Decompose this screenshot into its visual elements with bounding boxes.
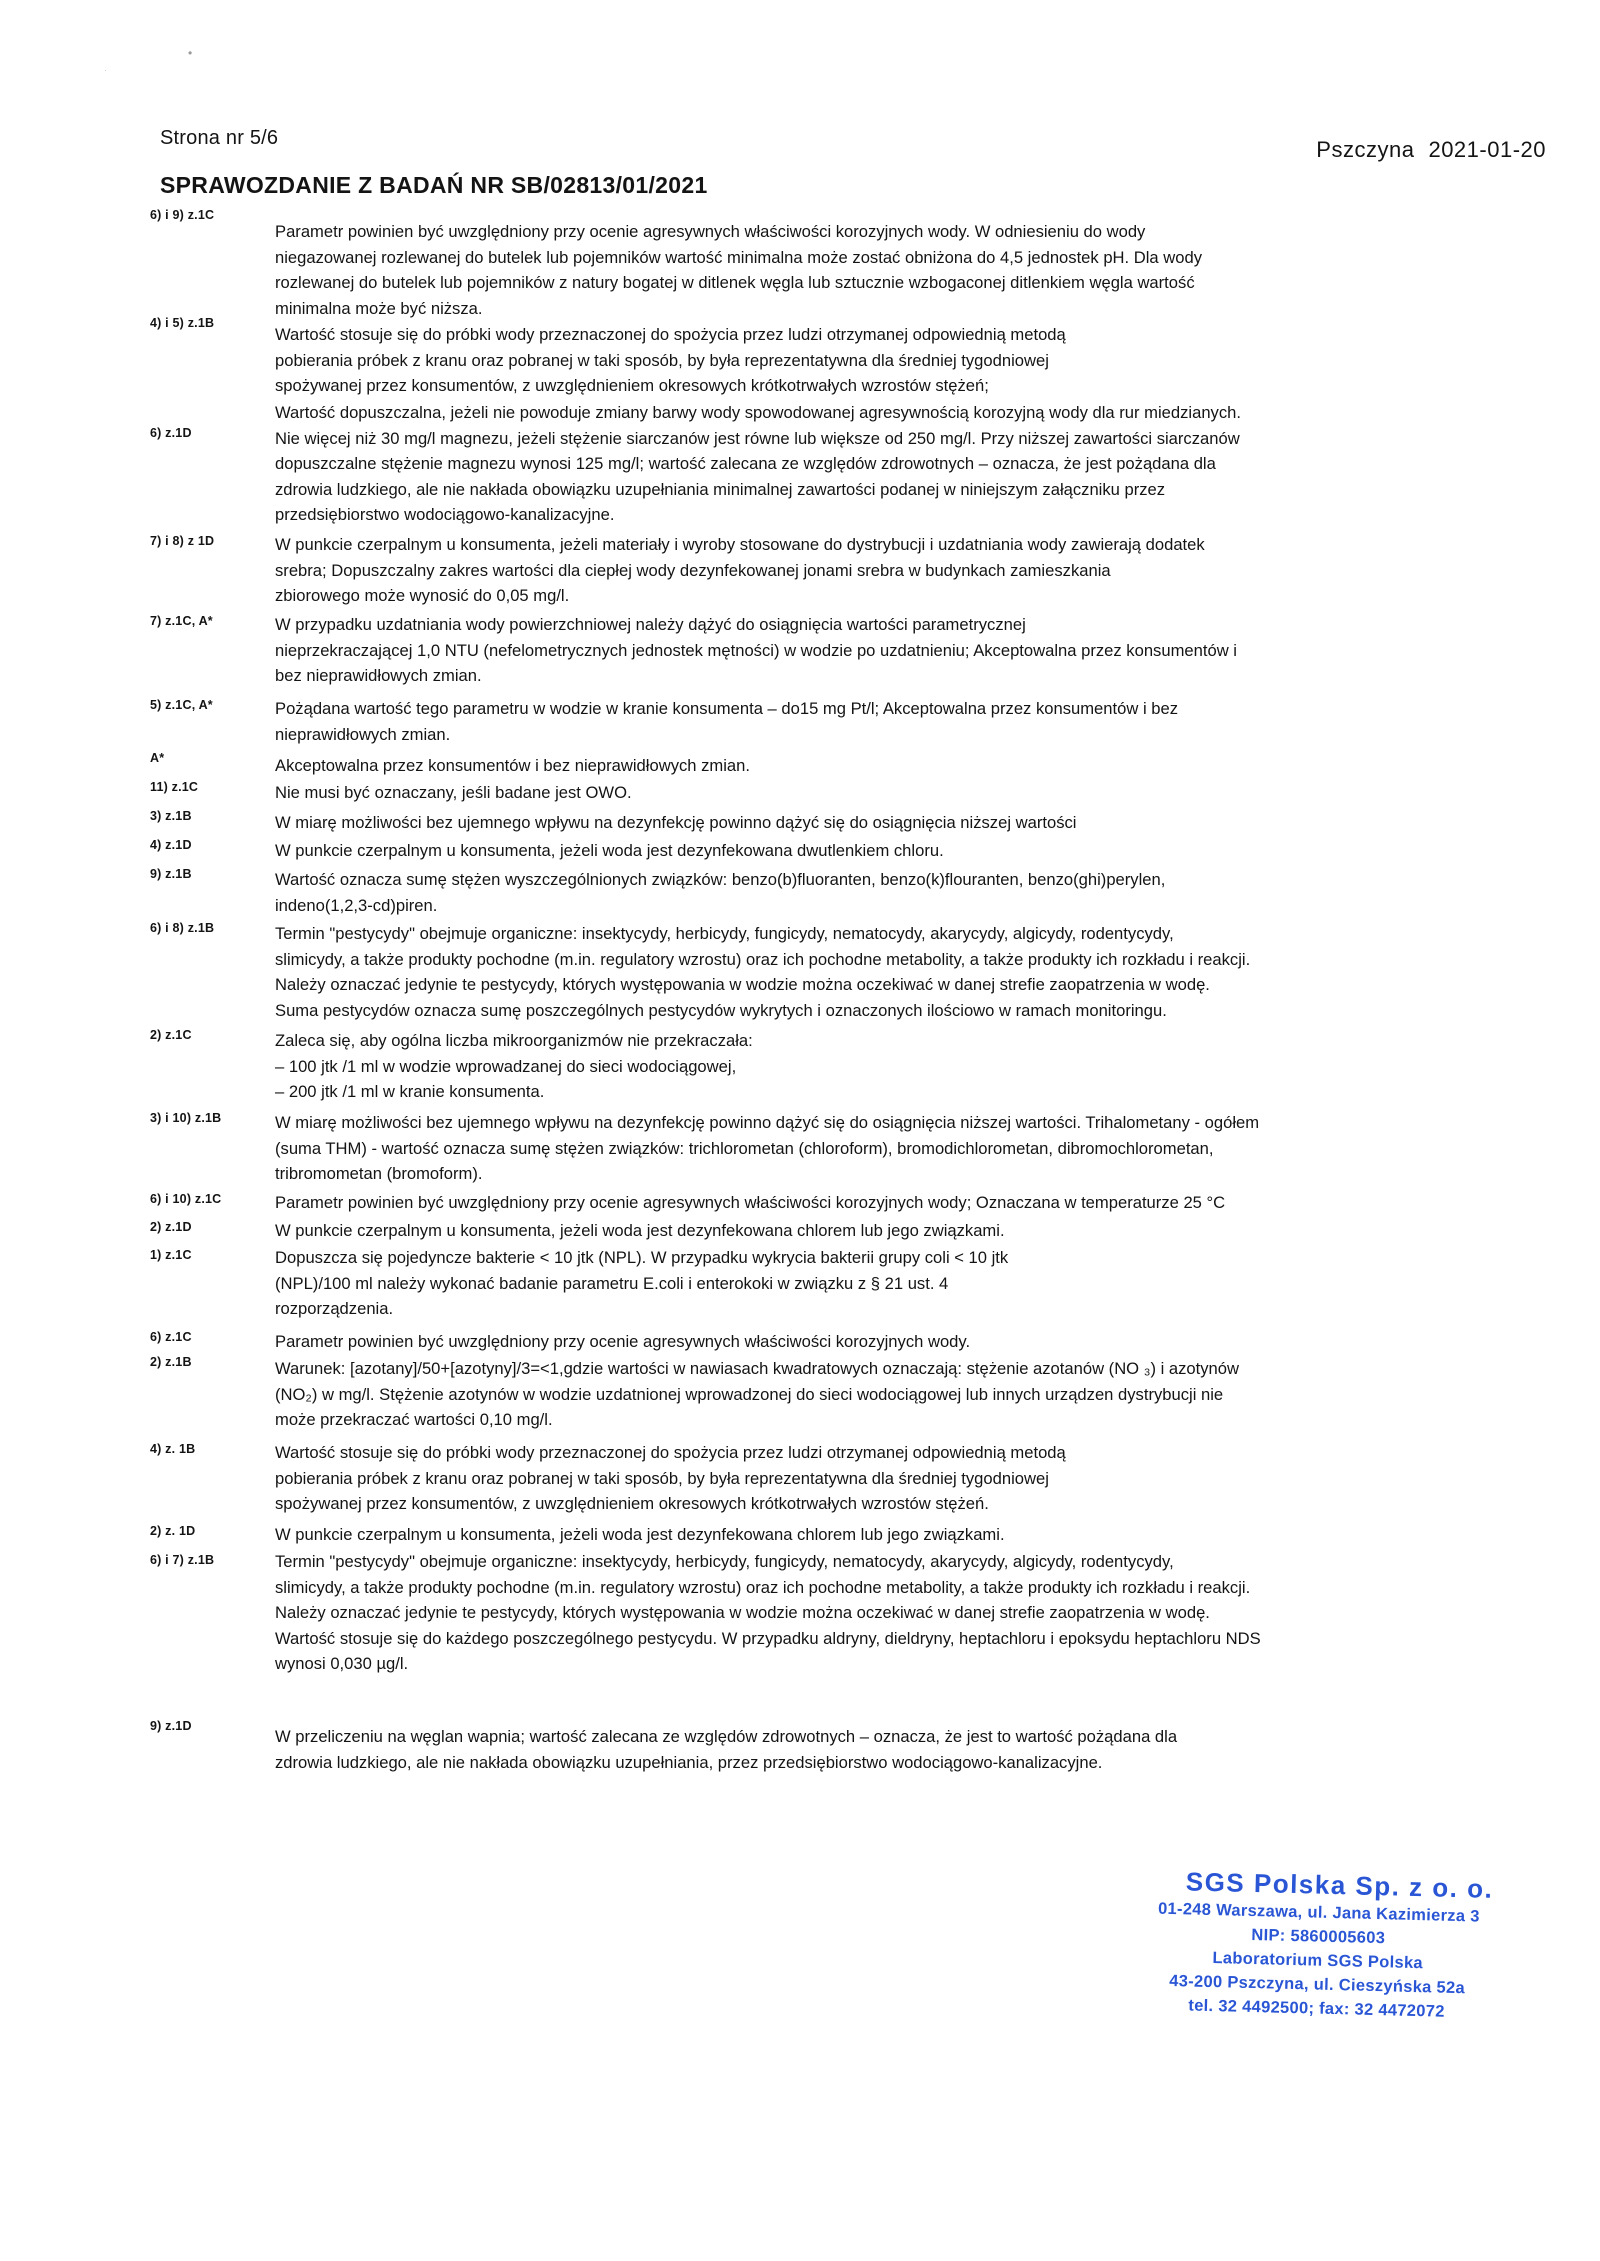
scan-mark: · [104,65,107,75]
scan-mark: • [188,46,193,60]
footnote-ref: 9) z.1D [150,1719,192,1733]
footnote-ref: 6) i 7) z.1B [150,1553,215,1567]
report-title: SPRAWOZDANIE Z BADAŃ NR SB/02813/01/2021 [160,172,708,198]
stamp-company-name: SGS Polska Sp. z o. o. [1185,1866,1494,1904]
stamp-address: 01-248 Warszawa, ul. Jana Kazimierza 3 [1157,1899,1480,1926]
company-stamp [1126,1865,1510,2025]
stamp-lab-address: 43-200 Pszczyna, ul. Cieszyńska 52a [1169,1971,1466,1998]
footnote-ref: 5) z.1C, A* [150,698,213,712]
footnote-ref: 4) z. 1B [150,1442,196,1456]
footnote-ref: 6) i 9) z.1C [150,208,215,222]
footnote-ref: 2) z. 1D [150,1524,196,1538]
footnote-text: Termin "pestycydy" obejmuje organiczne: insektycydy, herbicydy, fungicydy, nematocydy, akarycydy, algicydy, rodentycydy, slimicydy, a także produkty pochodne (m.in. regulatory wzrostu) oraz ich pochodne metabolity, a także produkty ich rozkładu i reakcji. Należy oznaczać jedynie te pestycydy, których występowania w wodzie można oczekiwać w danej strefie zaopatrzenia w wodę. Wartość stosuje się do każdego poszczególnego pestycydu. W przypadku aldryny, dieldryny, heptachloru i epoksydu heptachloru NDS wynosi 0,030 µg/l. [275,1552,1261,1674]
footnote-text: Parametr powinien być uwzględniony przy ocenie agresywnych właściwości korozyjnych wody. W odniesieniu do wody niegazowanej rozlewanej do butelek lub pojemników wartość minimalna może zostać obniżona do 4,5 jednostek pH. Dla wody rozlewanej do butelek lub pojemników z natury bogatej w ditlenek węgla lub sztucznie wzbogaconej ditlenkiem węgla wartość minimalna może być niższa. [275,222,1202,318]
city: Pszczyna [1316,137,1415,162]
footnote-ref: 2) z.1D [150,1220,192,1234]
footnote-ref: 1) z.1C [150,1248,192,1262]
footnote-text: W punkcie czerpalnym u konsumenta, jeżeli woda jest dezynfekowana chlorem lub jego związkami. [275,1221,1005,1240]
footnote-text: Termin "pestycydy" obejmuje organiczne: insektycydy, herbicydy, fungicydy, nematocydy, akarycydy, algicydy, rodentycydy, slimicydy, a także produkty pochodne (m.in. regulatory wzrostu) oraz ich pochodne metabolity, a także produkty ich rozkładu i reakcji. Należy oznaczać jedynie te pestycydy, których występowania w wodzie można oczekiwać w danej strefie zaopatrzenia w wodę. Suma pestycydów oznacza sumę poszczególnych pestycydów wykrytych i oznaczonych ilościowo w ramach monitoringu. [275,924,1251,1020]
footnote-text: Wartość stosuje się do próbki wody przeznaczonej do spożycia przez ludzi otrzymanej odpowiednią metodą pobierania próbek z kranu oraz pobranej w taki sposób, by była reprezentatywna dla średniej tygodniowej spożywanej przez konsumentów, z uwzględnieniem okresowych krótkotrwałych wzrostów stężeń. [275,1443,1066,1514]
footnote-ref: 2) z.1B [150,1355,192,1369]
footnote-ref: 11) z.1C [150,780,199,794]
footnote-ref: 7) z.1C, A* [150,614,213,628]
footnote-text: Parametr powinien być uwzględniony przy ocenie agresywnych właściwości korozyjnych wody; Oznaczana w temperaturze 25 °C [275,1193,1226,1212]
footnote-text: W przeliczeniu na węglan wapnia; wartość zalecana ze względów zdrowotnych – oznacza, że jest to wartość pożądana dla zdrowia ludzkiego, ale nie nakłada obowiązku uzupełniania, przez przedsiębiorstwo wodociągowo-kanalizacyjne. [275,1727,1178,1772]
footnote-ref: 2) z.1C [150,1028,192,1042]
footnote-text: Pożądana wartość tego parametru w wodzie w kranie konsumenta – do15 mg Pt/l; Akceptowalna przez konsumentów i bez nieprawidłowych zmian. [275,699,1178,744]
footnote-text: W punkcie czerpalnym u konsumenta, jeżeli woda jest dezynfekowana dwutlenkiem chloru. [275,841,944,860]
footnote-text: W miarę możliwości bez ujemnego wpływu na dezynfekcję powinno dążyć się do osiągnięcia niższej wartości [275,813,1077,832]
footnote-ref: 3) z.1B [150,809,192,823]
page-number: Strona nr 5/6 [160,127,279,149]
footnote-ref: 6) i 8) z.1B [150,921,215,935]
footnote-text: W miarę możliwości bez ujemnego wpływu na dezynfekcję powinno dążyć się do osiągnięcia niższej wartości. Trihalometany - ogółem (suma THM) - wartość oznacza sumę stężen związków: trichlorometan (chloroform), bromodichlorometan, dibromochlorometan, tribromometan (bromoform). [275,1113,1260,1184]
footnote-ref: A* [150,751,165,765]
footnote-text: W przypadku uzdatniania wody powierzchniowej należy dążyć do osiągnięcia wartości parametrycznej nieprzekraczającej 1,0 NTU (nefelometrycznych jednostek mętności) w wodzie po uzdatnieniu; Akceptowalna przez konsumentów i bez nieprawidłowych zmian. [275,615,1237,686]
footnote-ref: 3) i 10) z.1B [150,1111,222,1125]
footnote-text: Wartość stosuje się do próbki wody przeznaczonej do spożycia przez ludzi otrzymanej odpowiednią metodą pobierania próbek z kranu oraz pobranej w taki sposób, by była reprezentatywna dla średniej tygodniowej spożywanej przez konsumentów, z uwzględnieniem okresowych krótkotrwałych wzrostów stężeń; [275,325,1066,396]
footnote-text: Wartość dopuszczalna, jeżeli nie powoduje zmiany barwy wody spowodowanej agresywnością korozyjną wody dla rur miedzianych. Nie więcej niż 30 mg/l magnezu, jeżeli stężenie siarczanów jest równe lub większe od 250 mg/l. Przy niższej zawartości siarczanów dopuszczalne stężenie magnezu wynosi 125 mg/l; wartość zalecana ze względów zdrowotnych – oznacza, że jest pożądana dla zdrowia ludzkiego, ale nie nakłada obowiązku uzupełniania minimalnej zawartości podanej w niniejszym załączniku przez przedsiębiorstwo wodociągowo-kanalizacyjne. [275,403,1241,525]
footnote-ref: 6) z.1D [150,426,192,440]
footnote-ref: 4) z.1D [150,838,192,852]
footnote-text: W punkcie czerpalnym u konsumenta, jeżeli materiały i wyroby stosowane do dystrybucji i uzdatniania wody zawierają dodatek srebra; Dopuszczalny zakres wartości dla ciepłej wody dezynfekowanej jonami srebra w budynkach zamieszkania zbiorowego może wynosić do 0,05 mg/l. [275,535,1205,606]
stamp-lab-name: Laboratorium SGS Polska [1212,1949,1424,1973]
stamp-phone: tel. 32 4492500; fax: 32 4472072 [1188,1996,1445,2021]
footnote-text: W punkcie czerpalnym u konsumenta, jeżeli woda jest dezynfekowana chlorem lub jego związkami. [275,1525,1005,1544]
footnote-text: Akceptowalna przez konsumentów i bez nieprawidłowych zmian. [275,756,750,775]
footnote-text: Parametr powinien być uwzględniony przy ocenie agresywnych właściwości korozyjnych wody. [275,1332,971,1351]
footnote-ref: 6) z.1C [150,1330,192,1344]
stamp-nip: NIP: 5860005603 [1251,1925,1386,1948]
report-date: 2021-01-20 [1428,137,1546,162]
footnote-ref: 4) i 5) z.1B [150,316,215,330]
footnote-ref: 9) z.1B [150,867,192,881]
footnote-text: Dopuszcza się pojedyncze bakterie < 10 jtk (NPL). W przypadku wykrycia bakterii grupy coli < 10 jtk (NPL)/100 ml należy wykonać badanie parametru E.coli i enterokoki w związku z § 21 ust. 4 rozporządzenia. [275,1248,1009,1319]
footnote-text: Warunek: [azotany]/50+[azotyny]/3=<1,gdzie wartości w nawiasach kwadratowych oznaczają: stężenie azotanów (NO ₃) i azotynów (NO₂) w mg/l. Stężenie azotynów w wodzie uzdatnionej wprowadzonej do sieci wodociągowej lub innych urządzen dystrybucji nie może przekraczać wartości 0,10 mg/l. [275,1359,1239,1430]
footnote-text: Nie musi być oznaczany, jeśli badane jest OWO. [275,783,632,802]
footnote-ref: 6) i 10) z.1C [150,1192,222,1206]
footnote-text: Zaleca się, aby ogólna liczba mikroorganizmów nie przekraczała: – 100 jtk /1 ml w wodzie wprowadzanej do sieci wodociągowej, – 200 jtk /1 ml w kranie konsumenta. [275,1031,753,1102]
footnote-text: Wartość oznacza sumę stężen wyszczególnionych związków: benzo(b)fluoranten, benzo(k)flouranten, benzo(ghi)perylen, indeno(1,2,3-cd)piren. [275,870,1166,915]
footnote-ref: 7) i 8) z 1D [150,534,215,548]
